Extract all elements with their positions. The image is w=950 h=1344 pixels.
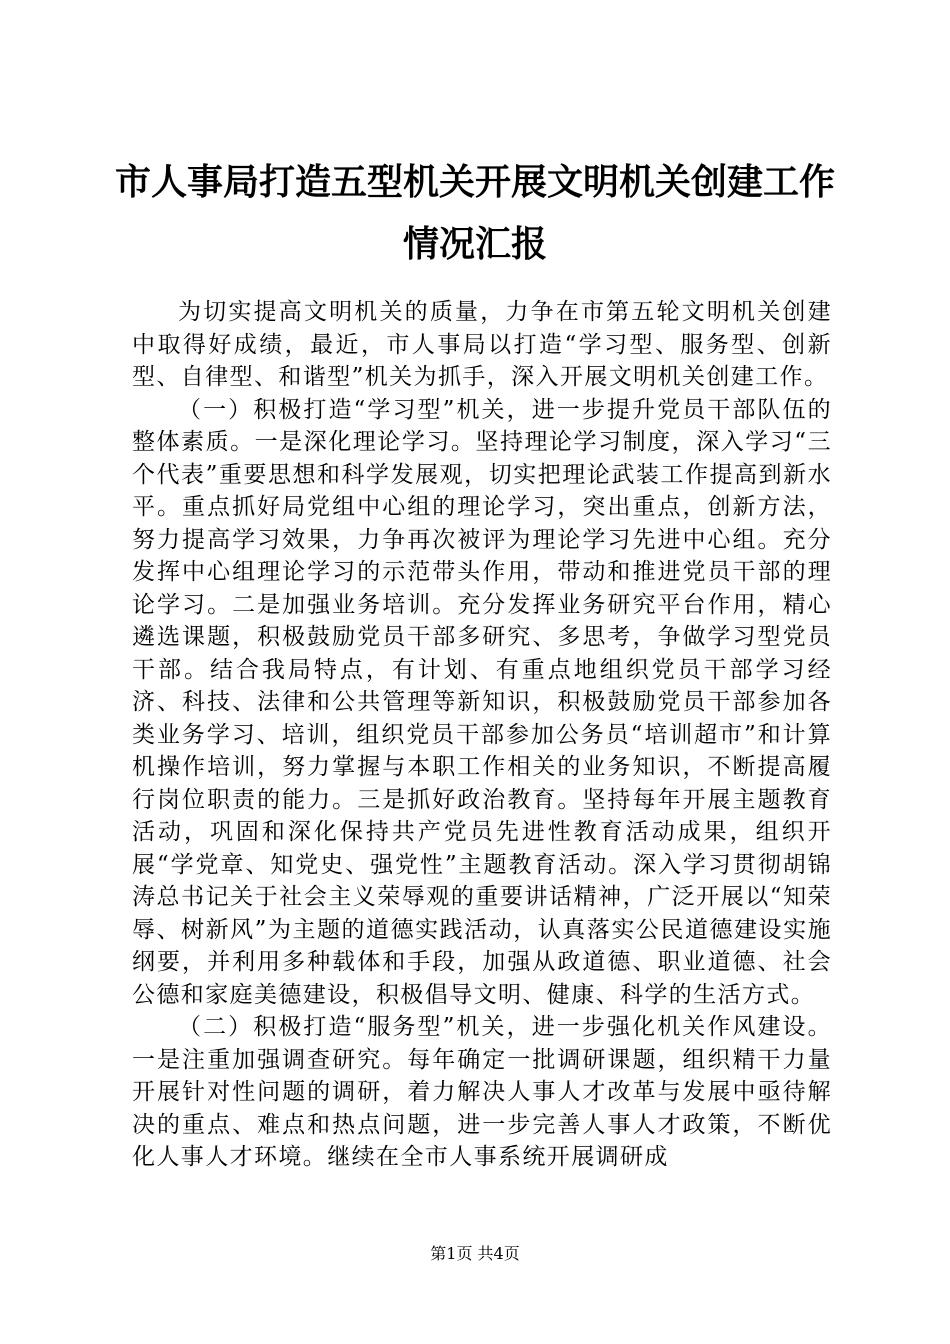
section-one-paragraph: （一）积极打造“学习型”机关，进一步提升党员干部队伍的整体素质。一是深化理论学习。坚持理论学习制度，深入学习“三个代表”重要思想和科学发展观，切实把理论武装工作提高到新水平。重点抓好局党组中心组的理论学习，突出重点，创新方法，努力提高学习效果，力争再次被评为理论学习先进中心组。充分发挥中心组理论学习的示范带头作用，带动和推进党员干部的理论学习。二是加强业务培训。充分发挥业务研究平台作用，精心遴选课题，积极鼓励党员干部多研究、多思考，争做学习型党员干部。结合我局特点，有计划、有重点地组织党员干部学习经济、科技、法律和公共管理等新知识，积极鼓励党员干部参加各类业务学习、培训，组织党员干部参加公务员“培训超市”和计算机操作培训，努力掌握与本职工作相关的业务知识，不断提高履行岗位职责的能力。三是抓好政治教育。坚持每年开展主题教育活动，巩固和深化保持共产党员先进性教育活动成果，组织开展“学党章、知党史、强党性”主题教育活动。深入学习贯彻胡锦涛总书记关于社会主义荣辱观的重要讲话精神，广泛开展以“知荣辱、树新风”为主题的道德实践活动，认真落实公民道德建设实施纲要，并利用多种载体和手段，加强从政道德、职业道德、社会公德和家庭美德建设，积极倡导文明、健康、科学的生活方式。 bbox=[132, 396, 832, 1008]
section-two-paragraph: （二）积极打造“服务型”机关，进一步强化机关作风建设。一是注重加强调查研究。每年确定一批调研课题，组织精干力量开展针对性问题的调研，着力解决人事人才改革与发展中亟待解决的重点、难点和热点问题，进一步完善人事人才政策，不断优化人事人才环境。继续在全市人事系统开展调研成 bbox=[132, 1014, 832, 1170]
document-body bbox=[132, 296, 832, 1174]
document-title-continued: 情况汇报 bbox=[402, 223, 547, 265]
document-title: 市人事局打造五型机关开展文明机关创建工作 bbox=[114, 161, 835, 203]
intro-paragraph: 为切实提高文明机关的质量，力争在市第五轮文明机关创建中取得好成绩，最近，市人事局以打造“学习型、服务型、创新型、自律型、和谐型”机关为抓手，深入开展文明机关创建工作。 bbox=[132, 299, 832, 390]
page-number-footer: 第1页 共4页 bbox=[430, 1244, 520, 1263]
